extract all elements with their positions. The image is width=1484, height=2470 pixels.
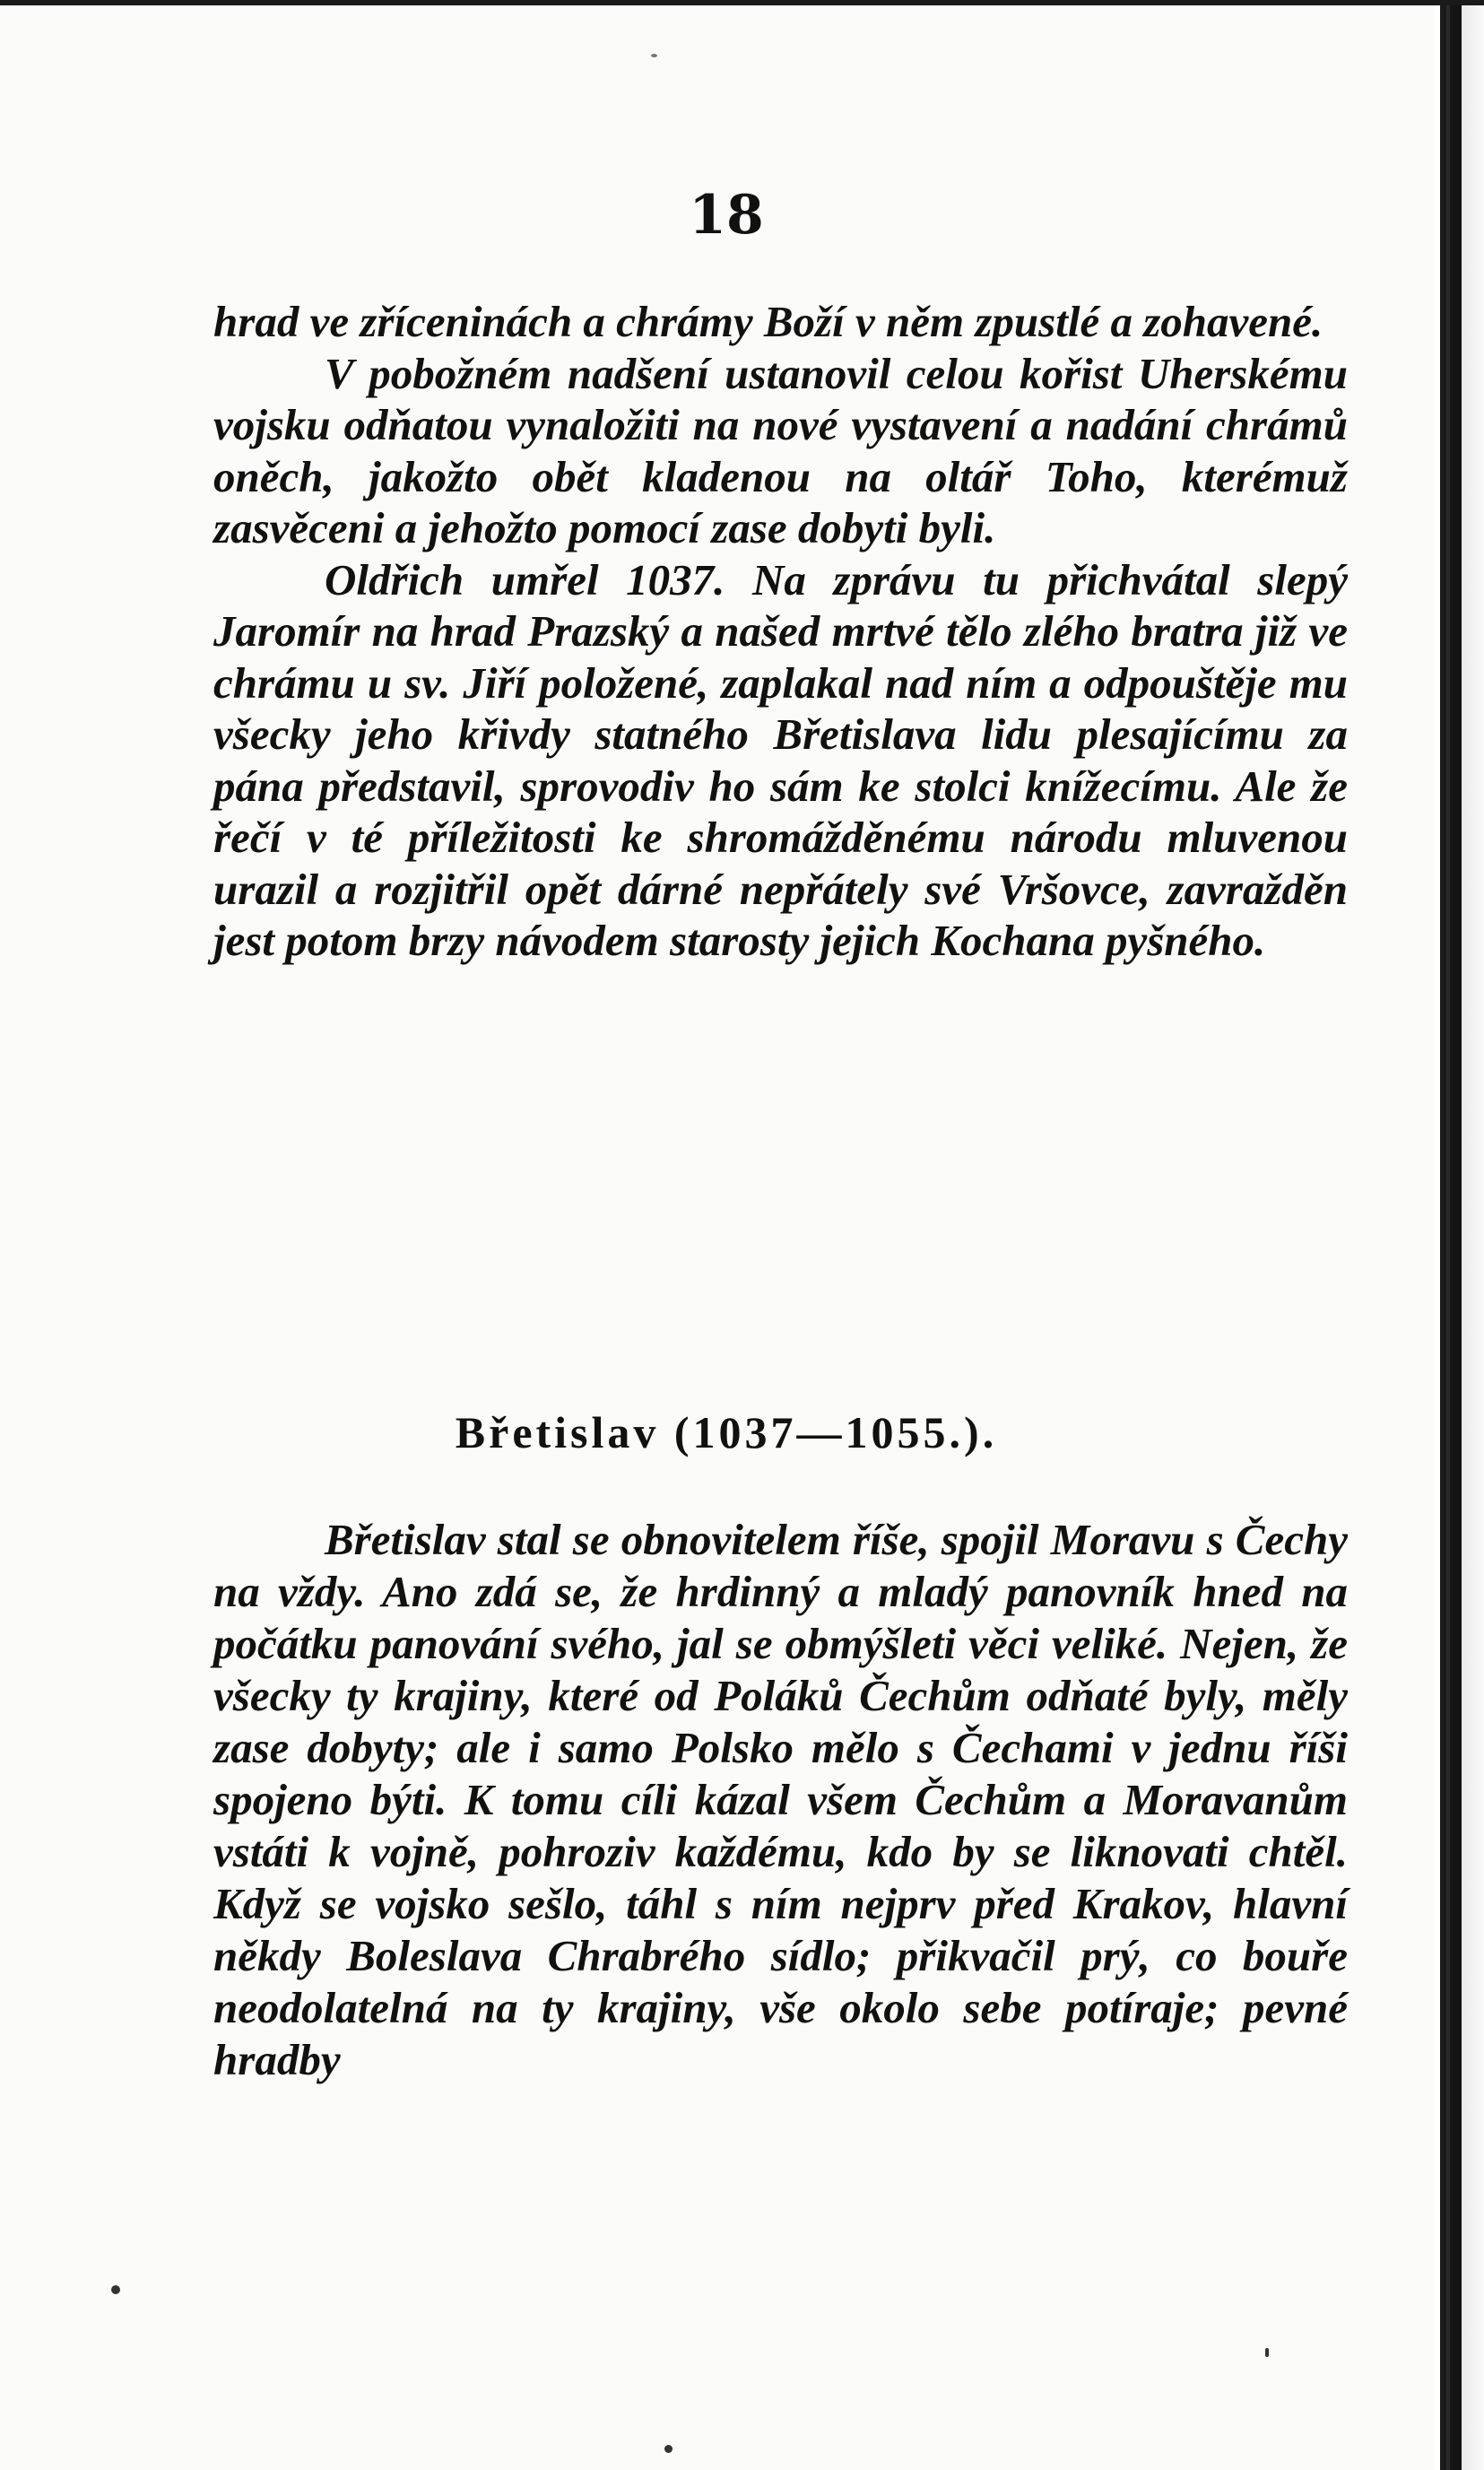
- scan-speck: [1265, 2348, 1269, 2357]
- scan-speck: [111, 2285, 120, 2294]
- paragraph: hrad ve zříceninách a chrámy Boží v něm zpustlé a zohavené.: [213, 297, 1323, 346]
- scan-speck: [664, 2445, 673, 2453]
- text-block-lower: [213, 1514, 1348, 2086]
- paragraph: Břetislav stal se obnovitelem říše, spojil Moravu s Čechy na vždy. Ano zdá se, že hrdinný a mladý panovník hned na počátku panování svého, jal se obmýšleti věci veliké. Nejen, že všecky ty krajiny, které od Poláků Čechům odňaté byly, měly zase dobyty; ale i samo Polsko mělo s Čechami v jednu říši spojeno býti. K tomu cíli kázal všem Čechům a Moravanům vstáti k vojně, pohroziv každému, kdo by se liknovati chtěl. Když se vojsko sešlo, táhl s ním nejprv před Krakov, hlavní někdy Boleslava Chrabrého sídlo; přikvačil prý, co bouře neodolatelná na ty krajiny, vše okolo sebe potíraje; pevné hradby: [213, 1515, 1348, 2084]
- scan-speck: [651, 54, 657, 57]
- page-number: 18: [689, 184, 764, 247]
- section-heading: Břetislav (1037—1055.).: [455, 1407, 998, 1457]
- paragraph: Oldřich umřel 1037. Na zprávu tu přichvátal slepý Jaromír na hrad Prazský a našed mrtvé tělo zlého bratra již ve chrámu u sv. Jiří položené, zaplakal nad ním a odpouštěje mu všecky jeho křivdy statného Břetislava lidu plesajícímu za pána představil, sprovodiv ho sám ke stolci knížecímu. Ale že řečí v té příležitosti ke shromážděnému národu mluvenou urazil a rozjitřil opět dárné nepřátely své Vršovce, zavražděn jest potom brzy návodem starosty jejich Kochana pyšného.: [213, 554, 1348, 965]
- top-scan-edge: [0, 0, 1484, 5]
- paragraph: V pobožném nadšení ustanovil celou kořist Uherskému vojsku odňatou vynaložiti na nové vystavení a nadání chrámů oněch, jakožto obět kladenou na oltář Toho, kterémuž zasvěceni a jehožto pomocí zase dobyti byli.: [213, 348, 1348, 552]
- text-block-upper: [213, 296, 1348, 967]
- page-binding-line: [1446, 0, 1450, 2470]
- page-binding-edge: [1435, 0, 1484, 2470]
